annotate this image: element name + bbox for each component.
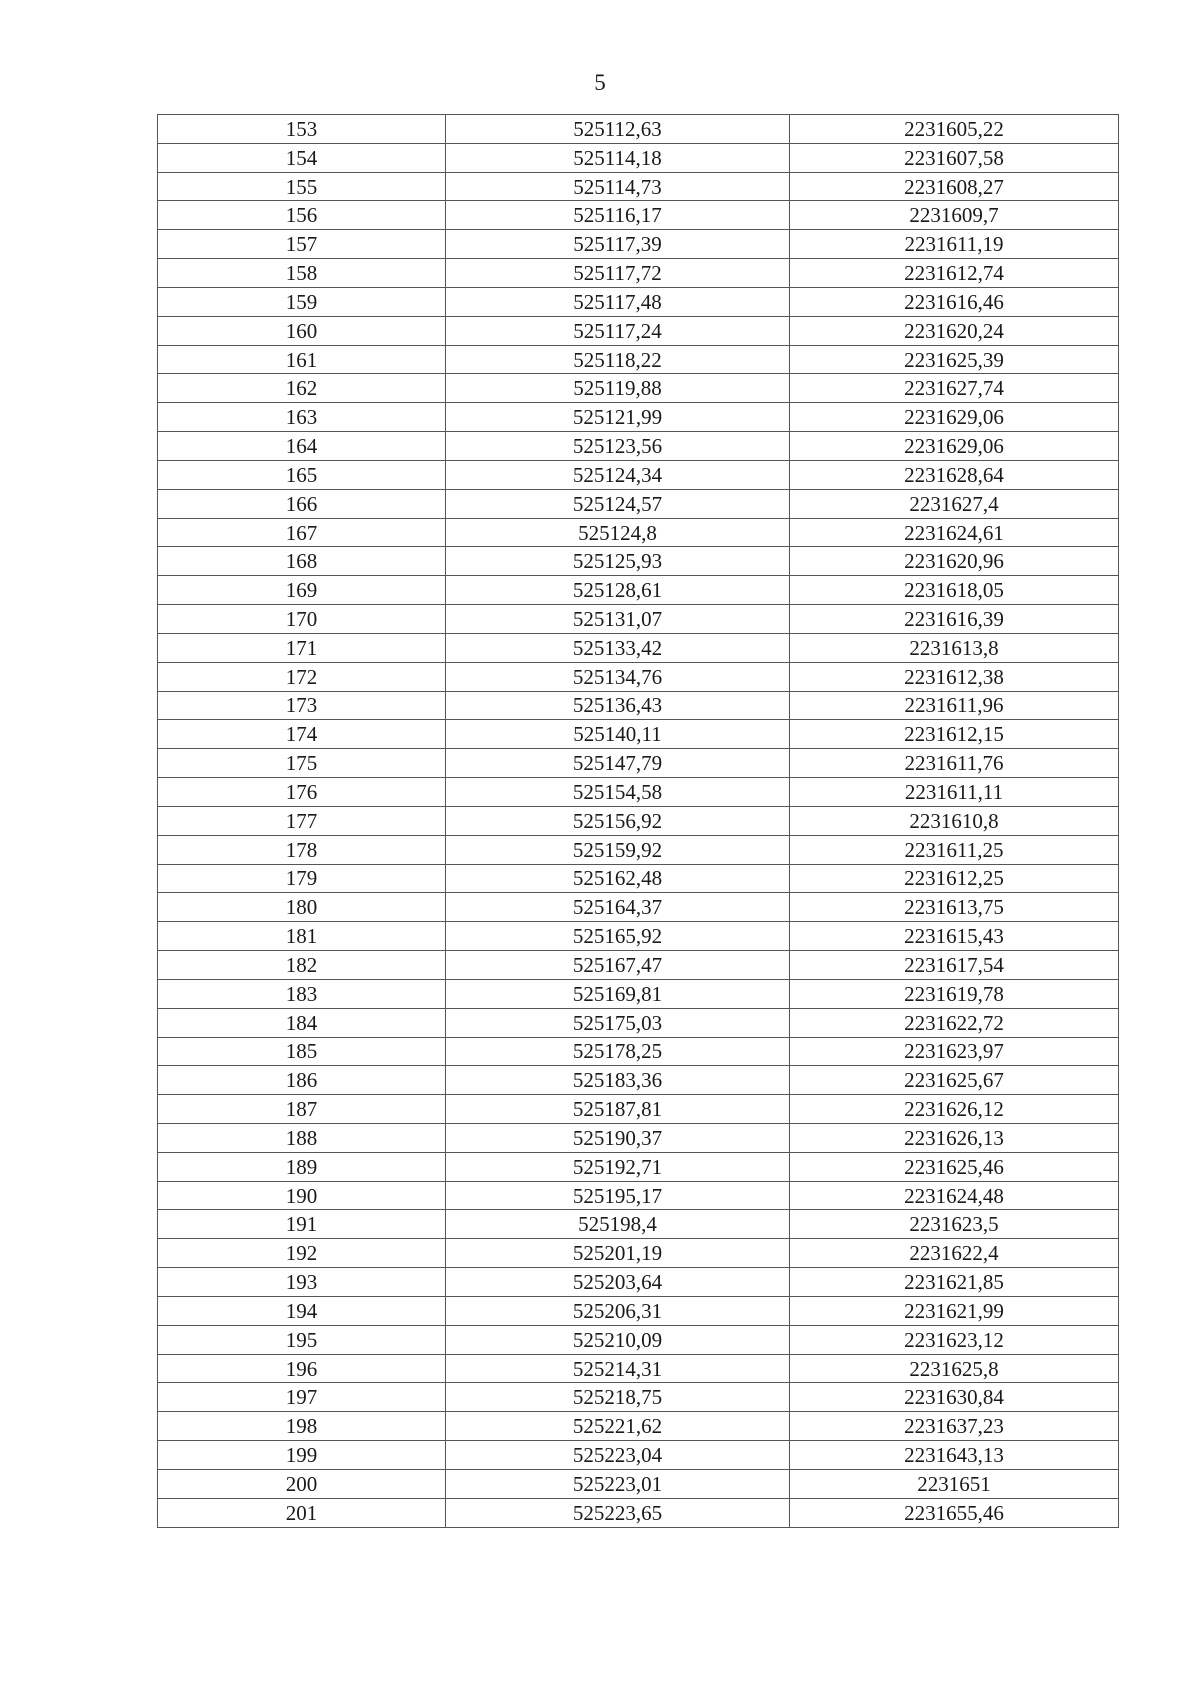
x-coordinate-cell: 525134,76 <box>446 662 790 691</box>
table-row <box>158 720 1119 749</box>
point-number-cell: 163 <box>158 403 446 432</box>
y-coordinate-cell: 2231624,48 <box>790 1181 1119 1210</box>
point-number-cell: 156 <box>158 201 446 230</box>
x-coordinate-cell: 525159,92 <box>446 835 790 864</box>
y-coordinate-cell: 2231618,05 <box>790 576 1119 605</box>
x-coordinate-cell: 525125,93 <box>446 547 790 576</box>
point-number-cell: 188 <box>158 1123 446 1152</box>
x-coordinate-cell: 525201,19 <box>446 1239 790 1268</box>
x-coordinate-cell: 525223,01 <box>446 1469 790 1498</box>
x-coordinate-cell: 525206,31 <box>446 1296 790 1325</box>
point-number-cell: 166 <box>158 489 446 518</box>
y-coordinate-cell: 2231622,4 <box>790 1239 1119 1268</box>
point-number-cell: 173 <box>158 691 446 720</box>
coordinates-table-body <box>158 115 1119 1528</box>
y-coordinate-cell: 2231621,99 <box>790 1296 1119 1325</box>
y-coordinate-cell: 2231623,12 <box>790 1325 1119 1354</box>
table-row <box>158 778 1119 807</box>
x-coordinate-cell: 525187,81 <box>446 1095 790 1124</box>
point-number-cell: 167 <box>158 518 446 547</box>
table-row <box>158 1123 1119 1152</box>
table-row <box>158 1037 1119 1066</box>
point-number-cell: 168 <box>158 547 446 576</box>
point-number-cell: 186 <box>158 1066 446 1095</box>
x-coordinate-cell: 525131,07 <box>446 605 790 634</box>
x-coordinate-cell: 525133,42 <box>446 633 790 662</box>
y-coordinate-cell: 2231605,22 <box>790 115 1119 144</box>
x-coordinate-cell: 525223,65 <box>446 1498 790 1527</box>
point-number-cell: 170 <box>158 605 446 634</box>
x-coordinate-cell: 525124,34 <box>446 460 790 489</box>
point-number-cell: 158 <box>158 259 446 288</box>
y-coordinate-cell: 2231623,97 <box>790 1037 1119 1066</box>
table-row <box>158 662 1119 691</box>
point-number-cell: 182 <box>158 951 446 980</box>
x-coordinate-cell: 525178,25 <box>446 1037 790 1066</box>
point-number-cell: 172 <box>158 662 446 691</box>
point-number-cell: 183 <box>158 979 446 1008</box>
y-coordinate-cell: 2231611,19 <box>790 230 1119 259</box>
point-number-cell: 176 <box>158 778 446 807</box>
y-coordinate-cell: 2231611,25 <box>790 835 1119 864</box>
table-row <box>158 691 1119 720</box>
y-coordinate-cell: 2231612,74 <box>790 259 1119 288</box>
coordinates-table <box>157 114 1119 1528</box>
x-coordinate-cell: 525121,99 <box>446 403 790 432</box>
y-coordinate-cell: 2231616,39 <box>790 605 1119 634</box>
point-number-cell: 185 <box>158 1037 446 1066</box>
x-coordinate-cell: 525195,17 <box>446 1181 790 1210</box>
y-coordinate-cell: 2231629,06 <box>790 403 1119 432</box>
y-coordinate-cell: 2231626,13 <box>790 1123 1119 1152</box>
x-coordinate-cell: 525118,22 <box>446 345 790 374</box>
table-row <box>158 1210 1119 1239</box>
table-row <box>158 518 1119 547</box>
y-coordinate-cell: 2231625,46 <box>790 1152 1119 1181</box>
y-coordinate-cell: 2231624,61 <box>790 518 1119 547</box>
y-coordinate-cell: 2231623,5 <box>790 1210 1119 1239</box>
table-row <box>158 547 1119 576</box>
point-number-cell: 179 <box>158 864 446 893</box>
table-row <box>158 1066 1119 1095</box>
y-coordinate-cell: 2231621,85 <box>790 1268 1119 1297</box>
point-number-cell: 180 <box>158 893 446 922</box>
x-coordinate-cell: 525175,03 <box>446 1008 790 1037</box>
table-row <box>158 259 1119 288</box>
table-row <box>158 1239 1119 1268</box>
y-coordinate-cell: 2231617,54 <box>790 951 1119 980</box>
table-row <box>158 201 1119 230</box>
point-number-cell: 190 <box>158 1181 446 1210</box>
x-coordinate-cell: 525210,09 <box>446 1325 790 1354</box>
table-row <box>158 835 1119 864</box>
x-coordinate-cell: 525123,56 <box>446 432 790 461</box>
y-coordinate-cell: 2231611,96 <box>790 691 1119 720</box>
y-coordinate-cell: 2231608,27 <box>790 172 1119 201</box>
table-row <box>158 432 1119 461</box>
y-coordinate-cell: 2231620,24 <box>790 316 1119 345</box>
table-row <box>158 1383 1119 1412</box>
x-coordinate-cell: 525124,8 <box>446 518 790 547</box>
point-number-cell: 187 <box>158 1095 446 1124</box>
x-coordinate-cell: 525156,92 <box>446 806 790 835</box>
point-number-cell: 194 <box>158 1296 446 1325</box>
point-number-cell: 175 <box>158 749 446 778</box>
y-coordinate-cell: 2231627,4 <box>790 489 1119 518</box>
x-coordinate-cell: 525192,71 <box>446 1152 790 1181</box>
table-row <box>158 1181 1119 1210</box>
x-coordinate-cell: 525114,18 <box>446 143 790 172</box>
y-coordinate-cell: 2231627,74 <box>790 374 1119 403</box>
x-coordinate-cell: 525136,43 <box>446 691 790 720</box>
table-row <box>158 1469 1119 1498</box>
table-row <box>158 864 1119 893</box>
page-number: 5 <box>594 70 606 95</box>
x-coordinate-cell: 525183,36 <box>446 1066 790 1095</box>
y-coordinate-cell: 2231612,25 <box>790 864 1119 893</box>
point-number-cell: 165 <box>158 460 446 489</box>
x-coordinate-cell: 525190,37 <box>446 1123 790 1152</box>
point-number-cell: 160 <box>158 316 446 345</box>
table-row <box>158 489 1119 518</box>
y-coordinate-cell: 2231607,58 <box>790 143 1119 172</box>
table-row <box>158 1008 1119 1037</box>
x-coordinate-cell: 525203,64 <box>446 1268 790 1297</box>
x-coordinate-cell: 525114,73 <box>446 172 790 201</box>
point-number-cell: 178 <box>158 835 446 864</box>
point-number-cell: 199 <box>158 1441 446 1470</box>
y-coordinate-cell: 2231612,15 <box>790 720 1119 749</box>
y-coordinate-cell: 2231620,96 <box>790 547 1119 576</box>
y-coordinate-cell: 2231612,38 <box>790 662 1119 691</box>
x-coordinate-cell: 525124,57 <box>446 489 790 518</box>
y-coordinate-cell: 2231643,13 <box>790 1441 1119 1470</box>
y-coordinate-cell: 2231611,11 <box>790 778 1119 807</box>
y-coordinate-cell: 2231622,72 <box>790 1008 1119 1037</box>
table-row <box>158 1498 1119 1527</box>
y-coordinate-cell: 2231609,7 <box>790 201 1119 230</box>
x-coordinate-cell: 525221,62 <box>446 1412 790 1441</box>
x-coordinate-cell: 525116,17 <box>446 201 790 230</box>
table-row <box>158 893 1119 922</box>
table-row <box>158 1441 1119 1470</box>
x-coordinate-cell: 525154,58 <box>446 778 790 807</box>
table-row <box>158 1095 1119 1124</box>
x-coordinate-cell: 525214,31 <box>446 1354 790 1383</box>
y-coordinate-cell: 2231611,76 <box>790 749 1119 778</box>
table-row <box>158 1412 1119 1441</box>
x-coordinate-cell: 525147,79 <box>446 749 790 778</box>
y-coordinate-cell: 2231613,75 <box>790 893 1119 922</box>
table-row <box>158 922 1119 951</box>
table-row <box>158 460 1119 489</box>
x-coordinate-cell: 525112,63 <box>446 115 790 144</box>
x-coordinate-cell: 525117,24 <box>446 316 790 345</box>
point-number-cell: 200 <box>158 1469 446 1498</box>
table-row <box>158 316 1119 345</box>
y-coordinate-cell: 2231628,64 <box>790 460 1119 489</box>
x-coordinate-cell: 525140,11 <box>446 720 790 749</box>
x-coordinate-cell: 525167,47 <box>446 951 790 980</box>
point-number-cell: 201 <box>158 1498 446 1527</box>
table-row <box>158 979 1119 1008</box>
y-coordinate-cell: 2231625,39 <box>790 345 1119 374</box>
table-row <box>158 1268 1119 1297</box>
table-row <box>158 1354 1119 1383</box>
table-row <box>158 1152 1119 1181</box>
table-row <box>158 749 1119 778</box>
point-number-cell: 197 <box>158 1383 446 1412</box>
point-number-cell: 162 <box>158 374 446 403</box>
y-coordinate-cell: 2231625,8 <box>790 1354 1119 1383</box>
table-row <box>158 115 1119 144</box>
y-coordinate-cell: 2231619,78 <box>790 979 1119 1008</box>
x-coordinate-cell: 525198,4 <box>446 1210 790 1239</box>
x-coordinate-cell: 525117,48 <box>446 287 790 316</box>
x-coordinate-cell: 525117,72 <box>446 259 790 288</box>
table-row <box>158 1325 1119 1354</box>
table-row <box>158 172 1119 201</box>
table-row <box>158 1296 1119 1325</box>
point-number-cell: 171 <box>158 633 446 662</box>
x-coordinate-cell: 525128,61 <box>446 576 790 605</box>
table-row <box>158 143 1119 172</box>
point-number-cell: 155 <box>158 172 446 201</box>
x-coordinate-cell: 525164,37 <box>446 893 790 922</box>
x-coordinate-cell: 525117,39 <box>446 230 790 259</box>
y-coordinate-cell: 2231629,06 <box>790 432 1119 461</box>
point-number-cell: 154 <box>158 143 446 172</box>
table-row <box>158 345 1119 374</box>
x-coordinate-cell: 525162,48 <box>446 864 790 893</box>
point-number-cell: 174 <box>158 720 446 749</box>
point-number-cell: 198 <box>158 1412 446 1441</box>
y-coordinate-cell: 2231637,23 <box>790 1412 1119 1441</box>
table-row <box>158 374 1119 403</box>
point-number-cell: 195 <box>158 1325 446 1354</box>
x-coordinate-cell: 525165,92 <box>446 922 790 951</box>
table-row <box>158 633 1119 662</box>
point-number-cell: 177 <box>158 806 446 835</box>
x-coordinate-cell: 525223,04 <box>446 1441 790 1470</box>
x-coordinate-cell: 525119,88 <box>446 374 790 403</box>
point-number-cell: 181 <box>158 922 446 951</box>
point-number-cell: 196 <box>158 1354 446 1383</box>
x-coordinate-cell: 525218,75 <box>446 1383 790 1412</box>
point-number-cell: 169 <box>158 576 446 605</box>
table-row <box>158 806 1119 835</box>
y-coordinate-cell: 2231615,43 <box>790 922 1119 951</box>
table-row <box>158 951 1119 980</box>
y-coordinate-cell: 2231610,8 <box>790 806 1119 835</box>
table-row <box>158 605 1119 634</box>
point-number-cell: 159 <box>158 287 446 316</box>
point-number-cell: 184 <box>158 1008 446 1037</box>
y-coordinate-cell: 2231630,84 <box>790 1383 1119 1412</box>
y-coordinate-cell: 2231613,8 <box>790 633 1119 662</box>
point-number-cell: 161 <box>158 345 446 374</box>
table-row <box>158 287 1119 316</box>
point-number-cell: 157 <box>158 230 446 259</box>
table-row <box>158 576 1119 605</box>
x-coordinate-cell: 525169,81 <box>446 979 790 1008</box>
point-number-cell: 153 <box>158 115 446 144</box>
table-row <box>158 403 1119 432</box>
table-row <box>158 230 1119 259</box>
y-coordinate-cell: 2231651 <box>790 1469 1119 1498</box>
point-number-cell: 191 <box>158 1210 446 1239</box>
y-coordinate-cell: 2231626,12 <box>790 1095 1119 1124</box>
y-coordinate-cell: 2231625,67 <box>790 1066 1119 1095</box>
point-number-cell: 193 <box>158 1268 446 1297</box>
point-number-cell: 164 <box>158 432 446 461</box>
point-number-cell: 192 <box>158 1239 446 1268</box>
y-coordinate-cell: 2231655,46 <box>790 1498 1119 1527</box>
y-coordinate-cell: 2231616,46 <box>790 287 1119 316</box>
point-number-cell: 189 <box>158 1152 446 1181</box>
